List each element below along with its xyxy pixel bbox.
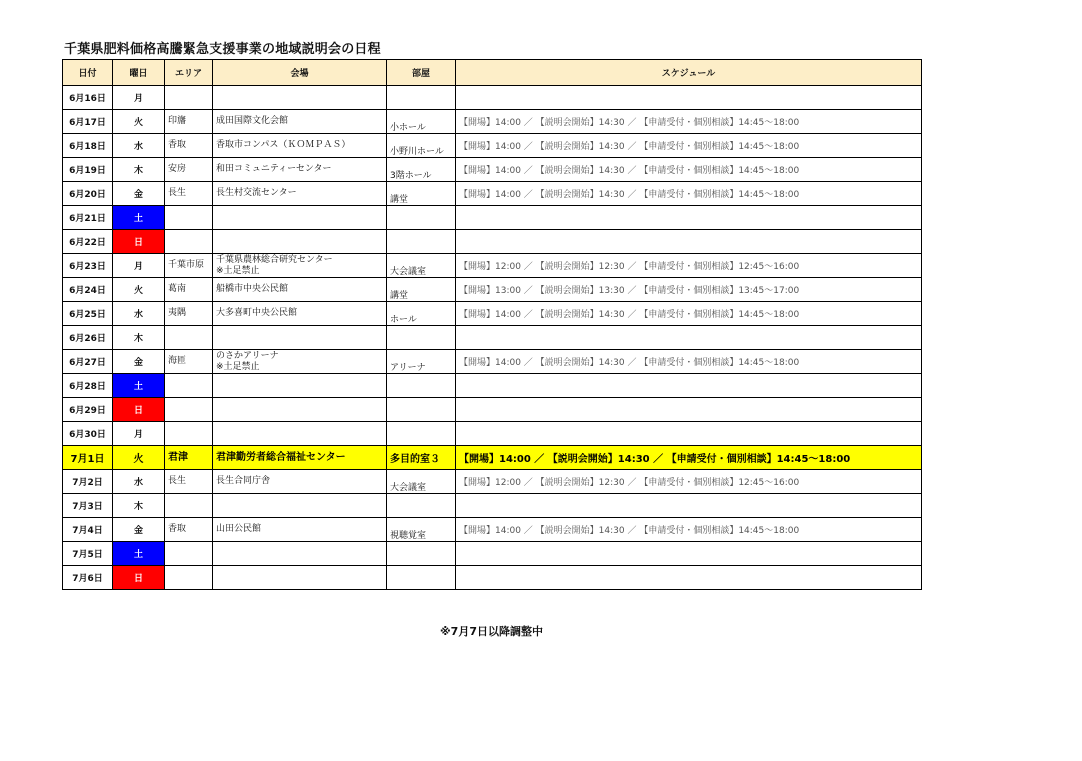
table-row [63, 158, 922, 182]
schedule-cell: 【開場】14:00 ／ 【説明会開始】14:30 ／ 【申請受付・個別相談】14:45～18:00 [456, 350, 922, 374]
schedule-cell: 【開場】14:00 ／ 【説明会開始】14:30 ／ 【申請受付・個別相談】14:45～18:00 [456, 182, 922, 206]
weekday-cell: 日 [113, 398, 165, 422]
schedule-cell: 【開場】12:00 ／ 【説明会開始】12:30 ／ 【申請受付・個別相談】12:45～16:00 [456, 254, 922, 278]
table-row [63, 374, 922, 398]
venue-name: のさかアリーナ [216, 350, 279, 361]
area-cell [165, 542, 213, 566]
table-row [63, 542, 922, 566]
venue-cell [213, 518, 387, 542]
weekday-cell: 土 [113, 374, 165, 398]
venue-cell [213, 398, 387, 422]
header-area: エリア [165, 60, 213, 86]
area-cell [165, 230, 213, 254]
weekday-cell: 月 [113, 422, 165, 446]
table-row [63, 230, 922, 254]
weekday-cell: 日 [113, 230, 165, 254]
date-cell: 7月1日 [63, 446, 113, 470]
weekday-cell: 火 [113, 110, 165, 134]
table-row [63, 422, 922, 446]
room-cell: アリーナ [387, 350, 456, 374]
date-cell: 6月29日 [63, 398, 113, 422]
room-cell: 講堂 [387, 182, 456, 206]
date-cell: 6月16日 [63, 86, 113, 110]
table-header-row [63, 60, 922, 86]
table-row [63, 446, 922, 470]
room-cell [387, 326, 456, 350]
room-cell: 講堂 [387, 278, 456, 302]
date-cell: 7月6日 [63, 566, 113, 590]
date-cell: 6月24日 [63, 278, 113, 302]
table-row [63, 566, 922, 590]
table-row [63, 86, 922, 110]
weekday-cell: 木 [113, 158, 165, 182]
table-row [63, 278, 922, 302]
venue-name: 船橋市中央公民館 [216, 284, 289, 294]
venue-name: 大多喜町中央公民館 [216, 308, 298, 318]
room-cell [387, 86, 456, 110]
date-cell: 7月4日 [63, 518, 113, 542]
date-cell: 7月5日 [63, 542, 113, 566]
schedule-cell [456, 230, 922, 254]
room-cell [387, 230, 456, 254]
area-cell: 香取 [165, 134, 213, 158]
room-cell [387, 422, 456, 446]
schedule-cell [456, 494, 922, 518]
area-cell [165, 326, 213, 350]
weekday-cell: 月 [113, 254, 165, 278]
date-cell: 6月20日 [63, 182, 113, 206]
schedule-cell [456, 398, 922, 422]
venue-name: 長生村交流センター [216, 188, 297, 198]
venue-cell [213, 302, 387, 326]
venue-name: 成田国際文化会館 [216, 116, 289, 126]
schedule-cell: 【開場】14:00 ／ 【説明会開始】14:30 ／ 【申請受付・個別相談】14:45～18:00 [456, 518, 922, 542]
venue-cell [213, 134, 387, 158]
schedule-cell: 【開場】14:00 ／ 【説明会開始】14:30 ／ 【申請受付・個別相談】14:45～18:00 [456, 446, 922, 470]
table-row [63, 494, 922, 518]
venue-note: ※土足禁止 [216, 265, 260, 276]
area-cell: 長生 [165, 182, 213, 206]
venue-name: 長生合同庁舎 [216, 476, 271, 486]
area-cell: 長生 [165, 470, 213, 494]
date-cell: 6月26日 [63, 326, 113, 350]
area-cell [165, 86, 213, 110]
room-cell: 視聴覚室 [387, 518, 456, 542]
schedule-cell: 【開場】14:00 ／ 【説明会開始】14:30 ／ 【申請受付・個別相談】14:45～18:00 [456, 158, 922, 182]
weekday-cell: 水 [113, 470, 165, 494]
venue-cell [213, 446, 387, 470]
weekday-cell: 土 [113, 206, 165, 230]
venue-cell [213, 470, 387, 494]
venue-cell [213, 494, 387, 518]
table-row [63, 302, 922, 326]
schedule-cell: 【開場】12:00 ／ 【説明会開始】12:30 ／ 【申請受付・個別相談】12:45～16:00 [456, 470, 922, 494]
schedule-cell [456, 422, 922, 446]
schedule-cell [456, 374, 922, 398]
area-cell: 千葉市原 [165, 254, 213, 278]
schedule-cell: 【開場】14:00 ／ 【説明会開始】14:30 ／ 【申請受付・個別相談】14:45～18:00 [456, 134, 922, 158]
venue-cell [213, 254, 387, 278]
area-cell [165, 494, 213, 518]
area-cell: 安房 [165, 158, 213, 182]
venue-cell [213, 278, 387, 302]
weekday-cell: 火 [113, 446, 165, 470]
room-cell: 大会議室 [387, 254, 456, 278]
footnote: ※7月7日以降調整中 [439, 625, 543, 638]
date-cell: 6月23日 [63, 254, 113, 278]
page-title: 千葉県肥料価格高騰緊急支援事業の地域説明会の日程 [64, 42, 381, 57]
schedule-cell [456, 542, 922, 566]
schedule-cell: 【開場】13:00 ／ 【説明会開始】13:30 ／ 【申請受付・個別相談】13:45～17:00 [456, 278, 922, 302]
table-row [63, 350, 922, 374]
schedule-cell [456, 326, 922, 350]
date-cell: 6月17日 [63, 110, 113, 134]
venue-cell [213, 86, 387, 110]
date-cell: 6月18日 [63, 134, 113, 158]
room-cell: 3階ホール [387, 158, 456, 182]
date-cell: 6月25日 [63, 302, 113, 326]
header-day: 曜日 [113, 60, 165, 86]
schedule-cell: 【開場】14:00 ／ 【説明会開始】14:30 ／ 【申請受付・個別相談】14:45～18:00 [456, 302, 922, 326]
area-cell: 君津 [165, 446, 213, 470]
venue-cell [213, 206, 387, 230]
area-cell: 印旛 [165, 110, 213, 134]
weekday-cell: 金 [113, 518, 165, 542]
venue-cell [213, 326, 387, 350]
room-cell [387, 398, 456, 422]
weekday-cell: 木 [113, 494, 165, 518]
weekday-cell: 水 [113, 302, 165, 326]
area-cell [165, 398, 213, 422]
date-cell: 7月2日 [63, 470, 113, 494]
date-cell: 6月27日 [63, 350, 113, 374]
venue-cell [213, 542, 387, 566]
room-cell: 多目的室３ [387, 446, 456, 470]
date-cell: 6月22日 [63, 230, 113, 254]
date-cell: 6月21日 [63, 206, 113, 230]
date-cell: 6月19日 [63, 158, 113, 182]
room-cell [387, 494, 456, 518]
schedule-cell [456, 206, 922, 230]
weekday-cell: 土 [113, 542, 165, 566]
room-cell: ホール [387, 302, 456, 326]
weekday-cell: 水 [113, 134, 165, 158]
venue-name: 和田コミュニティーセンター [216, 164, 332, 174]
area-cell [165, 206, 213, 230]
venue-name: 君津勤労者総合福祉センター [216, 452, 346, 463]
room-cell [387, 566, 456, 590]
room-cell: 大会議室 [387, 470, 456, 494]
area-cell: 香取 [165, 518, 213, 542]
venue-cell [213, 422, 387, 446]
table-row [63, 134, 922, 158]
area-cell [165, 566, 213, 590]
date-cell: 7月3日 [63, 494, 113, 518]
venue-cell [213, 110, 387, 134]
table-row [63, 470, 922, 494]
weekday-cell: 火 [113, 278, 165, 302]
table-row [63, 254, 922, 278]
schedule-cell [456, 566, 922, 590]
venue-name: 千葉県農林総合研究センター [216, 254, 333, 265]
weekday-cell: 木 [113, 326, 165, 350]
venue-cell [213, 230, 387, 254]
header-schedule: スケジュール [456, 60, 922, 86]
area-cell [165, 422, 213, 446]
area-cell [165, 374, 213, 398]
venue-cell [213, 158, 387, 182]
weekday-cell: 日 [113, 566, 165, 590]
room-cell [387, 206, 456, 230]
venue-cell [213, 182, 387, 206]
table-row [63, 206, 922, 230]
area-cell: 海匝 [165, 350, 213, 374]
schedule-table [62, 59, 922, 590]
weekday-cell: 金 [113, 182, 165, 206]
date-cell: 6月30日 [63, 422, 113, 446]
area-cell: 夷隅 [165, 302, 213, 326]
table-row [63, 110, 922, 134]
venue-cell [213, 566, 387, 590]
venue-cell [213, 350, 387, 374]
header-room: 部屋 [387, 60, 456, 86]
weekday-cell: 月 [113, 86, 165, 110]
weekday-cell: 金 [113, 350, 165, 374]
venue-name: 山田公民館 [216, 524, 262, 534]
date-cell: 6月28日 [63, 374, 113, 398]
table-row [63, 518, 922, 542]
venue-cell [213, 374, 387, 398]
header-venue: 会場 [213, 60, 387, 86]
room-cell: 小野川ホール [387, 134, 456, 158]
venue-note: ※土足禁止 [216, 361, 260, 372]
schedule-cell: 【開場】14:00 ／ 【説明会開始】14:30 ／ 【申請受付・個別相談】14:45～18:00 [456, 110, 922, 134]
venue-name: 香取市コンパス（ＫＯＭＰＡＳ） [216, 140, 351, 150]
room-cell: 小ホール [387, 110, 456, 134]
area-cell: 葛南 [165, 278, 213, 302]
header-date: 日付 [63, 60, 113, 86]
table-row [63, 398, 922, 422]
room-cell [387, 542, 456, 566]
table-row [63, 326, 922, 350]
table-row [63, 182, 922, 206]
room-cell [387, 374, 456, 398]
schedule-cell [456, 86, 922, 110]
